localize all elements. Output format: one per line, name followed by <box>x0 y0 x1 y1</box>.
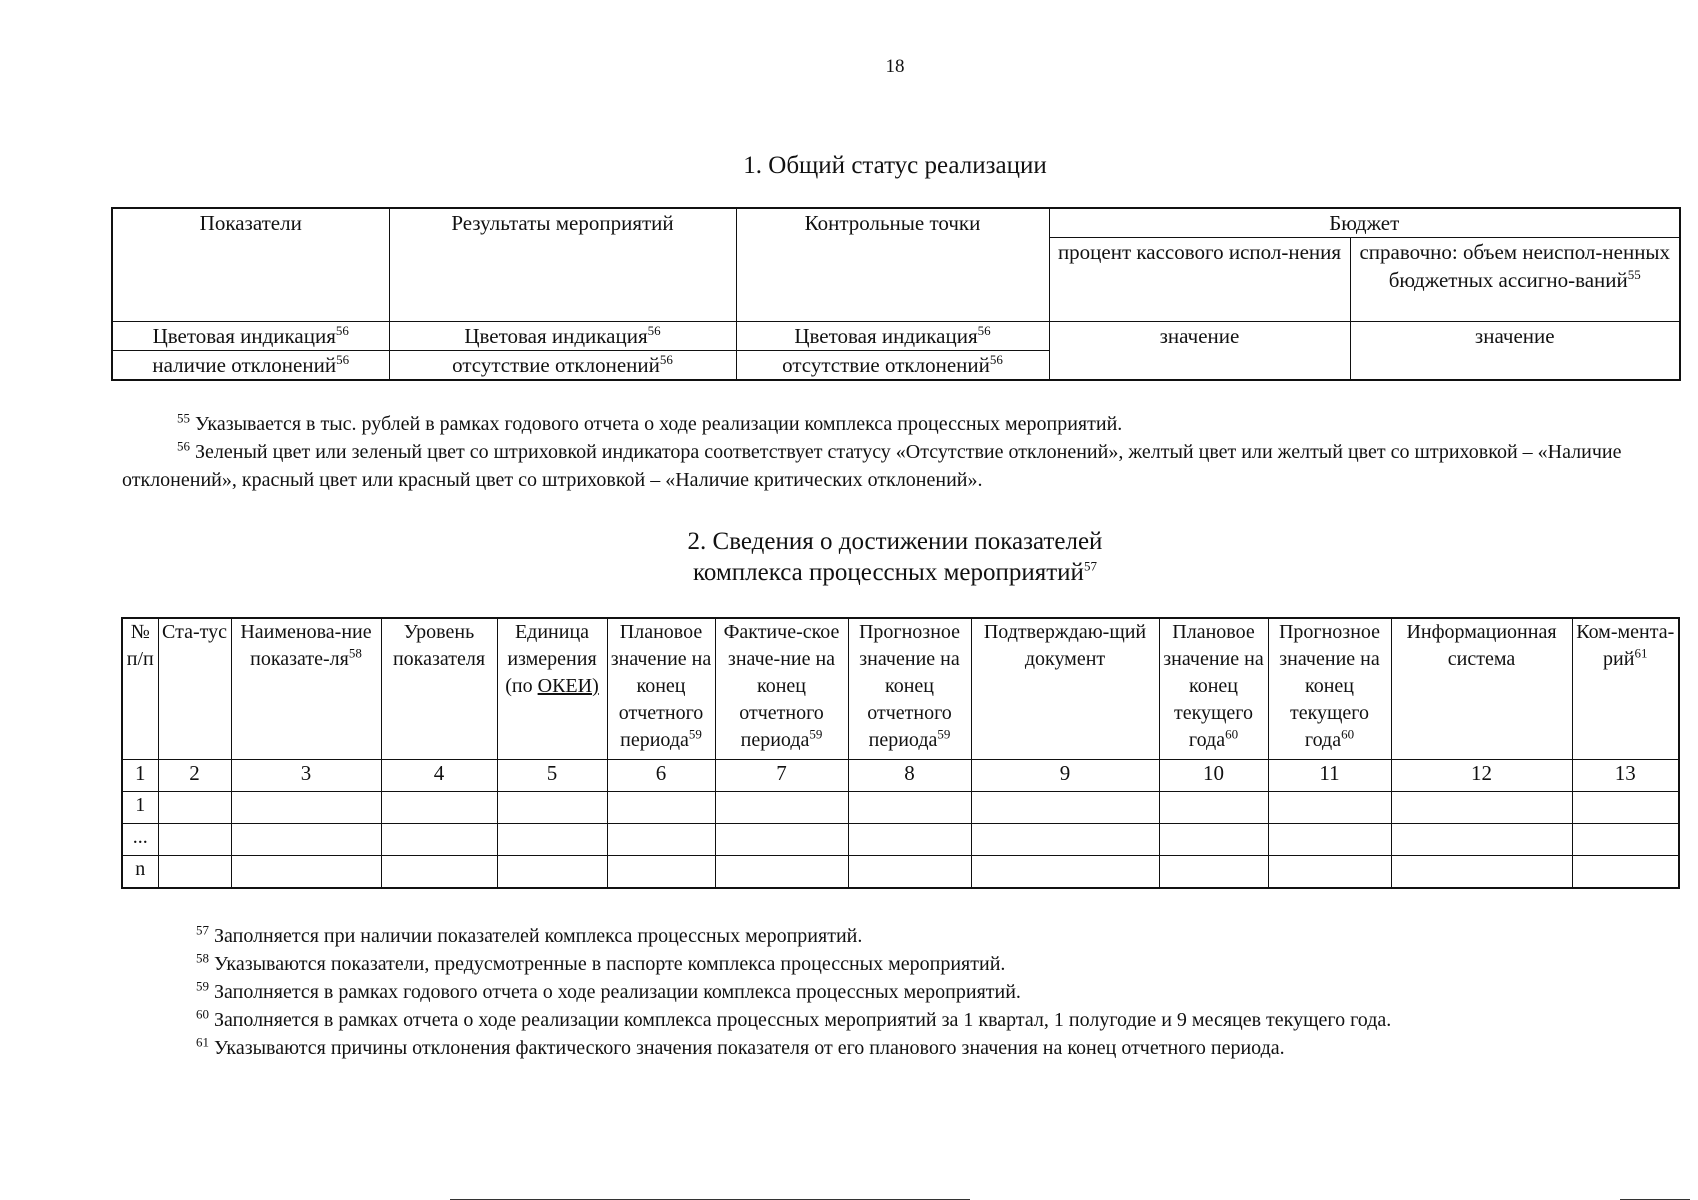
footnote-58: $^{58}$ Указываются показатели, предусмотренные в паспорте комплекса процессных мероприятий. <box>196 950 1006 975</box>
section-2-title: 2. Сведения о достижении показателей комплекса процессных мероприятий$^{57}$ <box>687 528 1103 586</box>
table-row: ... <box>122 824 1679 856</box>
cell-checkpoints-2: отсутствие отклонений$^{56}$ <box>736 351 1049 381</box>
header-indicators: Показатели <box>112 208 389 322</box>
footnote-55: $^{55}$ Указывается в тыс. рублей в рамках годового отчета о ходе реализации комплекса процессных мероприятий. <box>177 410 1123 435</box>
cell-indicators-2: наличие отклонений$^{56}$ <box>112 351 389 381</box>
header-status: Ста-тус <box>158 618 231 760</box>
footnote-59: $^{59}$ Заполняется в рамках годового отчета о ходе реализации комплекса процессных мероприятий. <box>196 978 1021 1003</box>
header-cash-percent: процент кассового испол-нения <box>1049 238 1350 322</box>
header-planned-period: Плановое значение на конец отчетного периода$^{59}$ <box>607 618 715 760</box>
header-planned-year: Плановое значение на конец текущего года$^{60}$ <box>1159 618 1268 760</box>
cell-cash-percent: значение <box>1049 322 1350 381</box>
header-budget: Бюджет <box>1049 208 1680 238</box>
table-row: n <box>122 856 1679 889</box>
header-name: Наименова-ние показате-$ля^{58}$ <box>231 618 381 760</box>
footnotes-section-1 <box>122 410 1682 494</box>
page-number: 18 <box>885 56 905 77</box>
footnote-ref: 55 <box>1627 267 1641 282</box>
header-info-system: Информационная система <box>1391 618 1572 760</box>
column-number-row: 1 2 3 4 5 6 7 8 9 10 11 12 13 <box>122 760 1679 792</box>
header-forecast-period: Прогнозное значение на конец отчетного периода$^{59}$ <box>848 618 971 760</box>
footnote-56: $^{56}$ Зеленый цвет или зеленый цвет со штриховкой индикатора соответствует статусу «Отсутствие отклонений», желтый цвет или желтый цвет со штриховкой – «Наличие отклонений», красный цвет или красный цвет со штриховкой – «Наличие критических отклонений». <box>122 438 1622 491</box>
status-table <box>111 207 1681 381</box>
cell-unspent: значение <box>1350 322 1680 381</box>
header-unspent: справочно: объем неиспол-ненных бюджетных ассигно-ваний$^{55}$ <box>1350 238 1680 322</box>
cell-results-1: Цветовая индикация$^{56}$ <box>389 322 736 351</box>
footnote-57: $^{57}$ Заполняется при наличии показателей комплекса процессных мероприятий. <box>196 922 863 947</box>
footnote-ref: 57 <box>1083 558 1097 574</box>
header-comment: Ком-мента-рий$^{61}$ <box>1572 618 1679 760</box>
table-row: 1 <box>122 792 1679 824</box>
footnote-60: $^{60}$ Заполняется в рамках отчета о ходе реализации комплекса процессных мероприятий за 1 квартал, 1 полугодие и 9 месяцев текущего года. <box>196 1006 1392 1031</box>
header-document: Подтверждаю-щий документ <box>971 618 1159 760</box>
footnote-61: $^{61}$ Указываются причины отклонения фактического значения показателя от его планового значения на конец отчетного периода. <box>196 1034 1285 1059</box>
header-number: № п/п <box>122 618 158 760</box>
section-1-title: 1. Общий статус реализации <box>743 152 1047 179</box>
cell-checkpoints-1: Цветовая индикация$^{56}$ <box>736 322 1049 351</box>
indicators-table <box>121 617 1680 889</box>
header-results: Результаты мероприятий <box>389 208 736 322</box>
cell-indicators-1: Цветовая индикация$^{56}$ <box>112 322 389 351</box>
header-checkpoints: Контрольные точки <box>736 208 1049 322</box>
header-unit: Единица измерения (по ОКЕИ) <box>497 618 607 760</box>
header-actual-period: Фактиче-ское значе-ние на конец отчетного периода$^{59}$ <box>715 618 848 760</box>
header-level: Уровень показателя <box>381 618 497 760</box>
footnotes-section-2 <box>196 922 1696 1062</box>
cell-results-2: отсутствие отклонений$^{56}$ <box>389 351 736 381</box>
header-forecast-year: Прогнозное значение на конец текущего года$^{60}$ <box>1268 618 1391 760</box>
